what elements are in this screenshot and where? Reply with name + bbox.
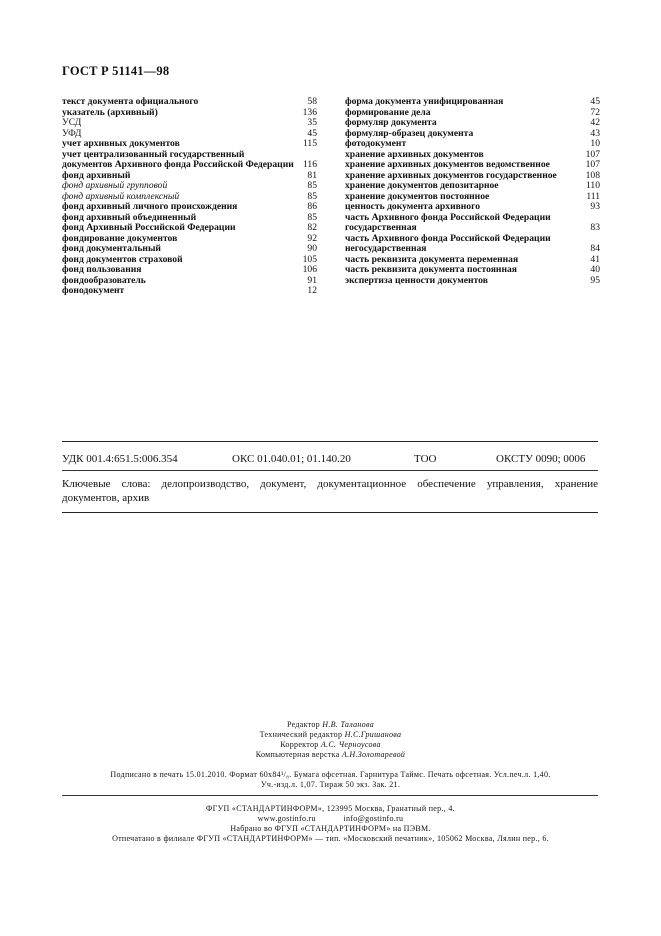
index-page-number: 93: [590, 201, 600, 212]
credit-line-editor: [0, 720, 661, 730]
index-term: фонд Архивный Российской Федерации: [62, 222, 236, 233]
index-page-number: 83: [590, 222, 600, 233]
publisher-address: ФГУП «СТАНДАРТИНФОРМ», 123995 Москва, Гранатный пер., 4.: [206, 804, 455, 813]
index-term: часть Архивного фонда Российской Федерации негосударственная: [345, 232, 551, 254]
credit-name: Н.В. Таланова: [322, 720, 374, 729]
index-entry: [62, 265, 317, 276]
okstu-code: ОКСТУ 0090; 0006: [496, 453, 586, 465]
credit-role: Компьютерная верстка: [255, 750, 340, 759]
index-entry: [345, 276, 600, 287]
index-page-number: 108: [585, 169, 600, 181]
oks-code: ОКС 01.040.01; 01.140.20: [232, 453, 351, 465]
index-term: хранение документов постоянное: [345, 190, 490, 202]
index-entry: [345, 160, 600, 171]
credit-line-tech-editor: [0, 730, 661, 740]
publisher-block: [0, 804, 661, 844]
index-entry: [345, 234, 600, 255]
index-page-number: 43: [590, 127, 600, 139]
index-page-number: 41: [590, 253, 600, 265]
index-column-right: [345, 97, 600, 286]
index-page-number: 106: [302, 264, 317, 275]
index-term: хранение документов депозитарное: [345, 180, 499, 191]
index-term: УФД: [62, 127, 82, 139]
publisher-email: info@gostinfo.ru: [343, 814, 404, 823]
index-term: учет централизованный государственный документов Архивного фонда Российской Федерации: [62, 148, 294, 170]
index-page-number: 58: [307, 96, 317, 107]
index-page-number: 115: [302, 138, 317, 149]
credit-role: Редактор: [287, 720, 320, 729]
index-page-number: 82: [307, 222, 317, 233]
index-term: формирование дела: [345, 106, 431, 118]
index-entry: [62, 118, 317, 129]
index-term: часть Архивного фонда Российской Федерации государственная: [345, 211, 551, 233]
credit-line-layout: [0, 750, 661, 760]
index-term: хранение архивных документов ведомственное: [345, 159, 550, 170]
publication-line-1: Подписано в печать 15.01.2010. Формат 60x84¹/₈. Бумага офсетная. Гарнитура Таймс. Печать офсетная. Усл.печ.л. 1,40.: [110, 770, 551, 779]
index-term: фонд архивный личного происхождения: [62, 201, 238, 212]
publisher-printed: Отпечатано в филиале ФГУП «СТАНДАРТИНФОРМ» — тип. «Московский печатник», 105062 Москва, Лялин пер., 6.: [112, 834, 549, 843]
index-term: фонд архивный комплексный: [62, 190, 180, 202]
index-entry: [345, 97, 600, 108]
index-term: фонд архивный: [62, 169, 131, 181]
index-page-number: 35: [307, 117, 317, 128]
credit-role: Технический редактор: [259, 730, 343, 739]
index-term: фонд архивный объединенный: [62, 211, 197, 223]
index-page-number: 86: [307, 201, 317, 212]
index-page-number: 81: [307, 169, 317, 181]
index-page-number: 85: [307, 211, 317, 223]
too-code: ТОО: [414, 453, 437, 465]
index-page-number: 42: [590, 117, 600, 128]
index-page-number: 84: [590, 243, 600, 254]
index-page-number: 110: [585, 180, 600, 191]
index-term: форма документа унифицированная: [345, 96, 504, 107]
index-page-number: 85: [307, 180, 317, 191]
index-term: указатель (архивный): [62, 106, 158, 118]
index-entry: [62, 108, 317, 119]
publication-data: [0, 770, 661, 790]
index-entry: [62, 97, 317, 108]
udk-code: УДК 001.4:651.5:006.354: [62, 453, 178, 465]
index-column-left: [62, 97, 317, 297]
index-entry: [345, 265, 600, 276]
index-term: хранение архивных документов государственное: [345, 169, 557, 181]
index-term: часть реквизита документа постоянная: [345, 264, 517, 275]
index-term: ценность документа архивного: [345, 201, 481, 212]
divider-top: [62, 441, 598, 442]
index-term: фотодокумент: [345, 138, 407, 149]
index-page-number: 107: [585, 148, 600, 160]
index-page-number: 107: [585, 159, 600, 170]
index-term: экспертиза ценности документов: [345, 274, 488, 286]
index-entry: [345, 213, 600, 234]
index-entry: [345, 181, 600, 192]
credit-name: А.Н.Золотаревой: [341, 750, 406, 759]
index-term: учет архивных документов: [62, 138, 180, 149]
index-term: фондирование документов: [62, 232, 178, 244]
index-term: хранение архивных документов: [345, 148, 484, 160]
credit-name: Н.С.Гришанова: [344, 730, 402, 739]
index-page-number: 85: [307, 190, 317, 202]
index-page-number: 12: [307, 285, 317, 296]
index-entry: [345, 202, 600, 213]
index-entry: [62, 181, 317, 192]
publisher-website: www.gostinfo.ru: [257, 814, 316, 823]
publication-line-2: Уч.-изд.л. 1,07. Тираж 50 экз. Зак. 21.: [260, 780, 401, 789]
index-entry: [62, 150, 317, 171]
index-entry: [62, 223, 317, 234]
index-page-number: 116: [302, 159, 317, 170]
index-page-number: 90: [307, 243, 317, 254]
index-entry: [345, 139, 600, 150]
index-term: фонодокумент: [62, 285, 125, 296]
index-page-number: 105: [302, 253, 317, 265]
index-page-number: 136: [302, 106, 317, 118]
index-entry: [62, 286, 317, 297]
index-term: формуляр-образец документа: [345, 127, 474, 139]
index-term: фонд пользования: [62, 264, 142, 275]
index-page-number: 111: [586, 190, 600, 202]
credit-role: Корректор: [280, 740, 319, 749]
index-term: фонд документальный: [62, 243, 161, 254]
index-term: фонд архивный групповой: [62, 180, 168, 191]
credit-line-corrector: [0, 740, 661, 750]
index-term: текст документа официального: [62, 96, 199, 107]
index-entry: [62, 202, 317, 213]
index-term: фондообразователь: [62, 274, 146, 286]
credits-block: [0, 720, 661, 760]
publisher-typeset: Набрано во ФГУП «СТАНДАРТИНФОРМ» на ПЭВМ.: [230, 824, 431, 833]
index-entry: [62, 244, 317, 255]
index-page-number: 10: [590, 138, 600, 149]
index-page-number: 45: [590, 96, 600, 107]
index-entry: [345, 118, 600, 129]
standard-header: ГОСТ Р 51141—98: [62, 64, 170, 78]
index-term: формуляр документа: [345, 117, 437, 128]
index-page-number: 95: [590, 274, 600, 286]
divider-imprint: [62, 795, 598, 796]
divider-bottom: [62, 512, 598, 513]
index-entry: [62, 139, 317, 150]
index-term: часть реквизита документа переменная: [345, 253, 519, 265]
index-page-number: 91: [307, 274, 317, 286]
index-page-number: 72: [590, 106, 600, 118]
index-page-number: 45: [307, 127, 317, 139]
credit-name: А.С. Черноусова: [320, 740, 381, 749]
index-term: фонд документов страховой: [62, 253, 183, 265]
divider-middle: [62, 470, 598, 471]
index-page-number: 40: [590, 264, 600, 275]
index-page-number: 92: [307, 232, 317, 244]
publisher-contacts: [0, 814, 661, 824]
keywords-text: Ключевые слова: делопроизводство, документ, документационное обеспечение управления, хранение документов, архив: [62, 478, 598, 504]
index-term: УСД: [62, 117, 82, 128]
